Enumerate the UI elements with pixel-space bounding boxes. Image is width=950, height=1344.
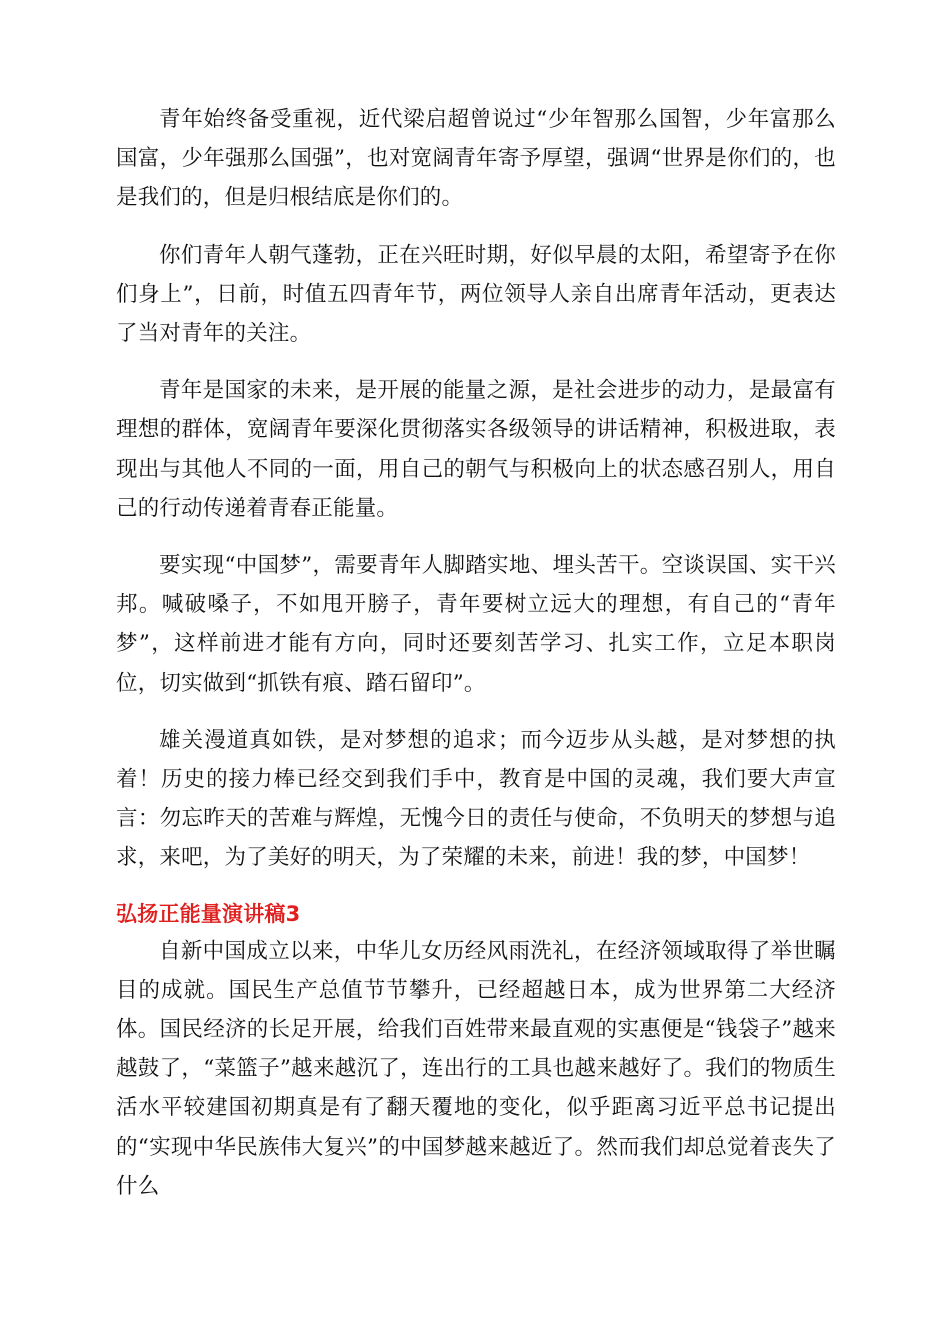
document-page xyxy=(116,100,836,1224)
paragraph-2: 你们青年人朝气蓬勃，正在兴旺时期，好似早晨的太阳，希望寄予在你们身上”，日前，时值五四青年节，两位领导人亲自出席青年活动，更表达了当对青年的关注。 xyxy=(116,242,836,347)
paragraph-3: 青年是国家的未来，是开展的能量之源，是社会进步的动力，是最富有理想的群体，宽阔青年要深化贯彻落实各级领导的讲话精神，积极进取，表现出与其他人不同的一面，用自己的朝气与积极向上的状态感召别人，用自己的行动传递着青春正能量。 xyxy=(116,378,836,521)
paragraph-5: 雄关漫道真如铁，是对梦想的追求；而今迈步从头越，是对梦想的执着！历史的接力棒已经交到我们手中，教育是中国的灵魂，我们要大声宣言：勿忘昨天的苦难与辉煌，无愧今日的责任与使命，不负明天的梦想与追求，来吧，为了美好的明天，为了荣耀的未来，前进！我的梦，中国梦！ xyxy=(116,727,836,871)
section-heading: 弘扬正能量演讲稿3 xyxy=(116,901,301,926)
paragraph-4: 要实现“中国梦”，需要青年人脚踏实地、埋头苦干。空谈误国、实干兴邦。喊破嗓子，不如甩开膀子，青年要树立远大的理想，有自己的“青年梦”，这样前进才能有方向，同时还要刻苦学习、扎实工作，立足本职岗位，切实做到“抓铁有痕、踏石留印”。 xyxy=(116,553,836,696)
section-paragraph: 自新中国成立以来，中华儿女历经风雨洗礼，在经济领域取得了举世瞩目的成就。国民生产总值节节攀升，已经超越日本，成为世界第二大经济体。国民经济的长足开展，给我们百姓带来最直观的实惠便是“钱袋子”越来越鼓了，“菜篮子”越来越沉了，连出行的工具也越来越好了。我们的物质生活水平较建国初期真是有了翻天覆地的变化，似乎距离习近平总书记提出的“实现中华民族伟大复兴”的中国梦越来越近了。然而我们却总觉着丧失了什么 xyxy=(116,938,836,1199)
paragraph-1: 青年始终备受重视，近代梁启超曾说过“少年智那么国智，少年富那么国富，少年强那么国强”，也对宽阔青年寄予厚望，强调“世界是你们的，也是我们的，但是归根结底是你们的。 xyxy=(116,107,836,211)
